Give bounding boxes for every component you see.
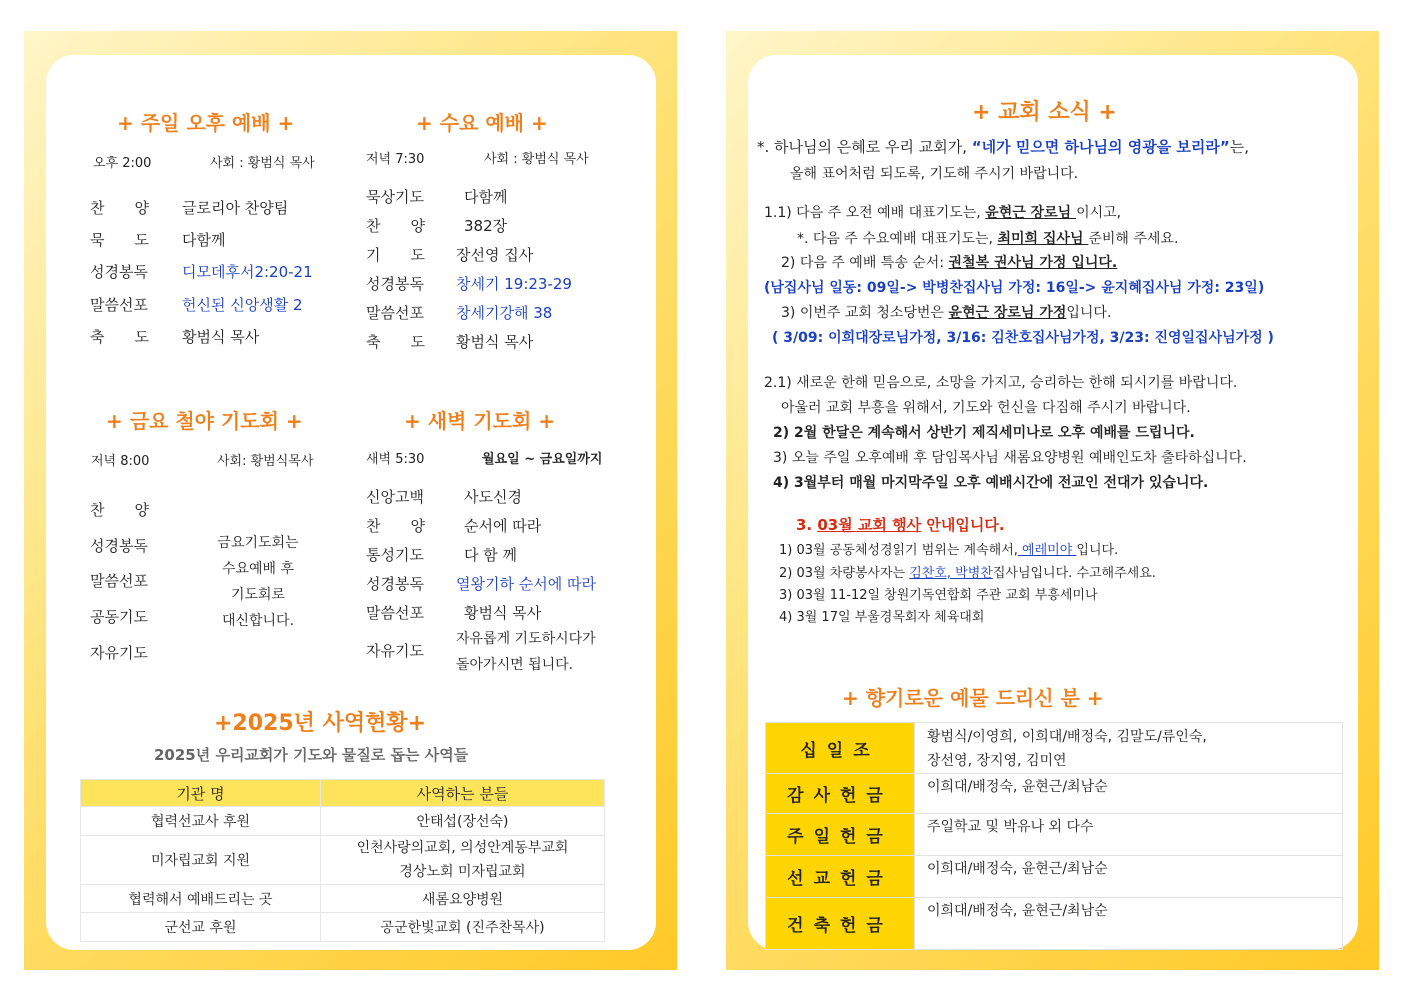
news-m2: 아울러 교회 부흥을 위해서, 기도와 헌신을 다짐해 주시기 바랍니다. bbox=[781, 400, 1191, 416]
dawn-row: 통성기도 다 함 께 bbox=[366, 546, 518, 564]
wednesday-row: 기 도 장선영 집사 bbox=[366, 246, 534, 264]
friday-label: 공동기도 bbox=[90, 608, 148, 626]
news-m1: 2.1) 새로운 한해 믿음으로, 소망을 가지고, 승리하는 한해 되시기를 바랍니다. bbox=[764, 375, 1238, 391]
table-row: 협력선교사 후원 안태섭(장선숙) bbox=[81, 807, 605, 836]
dawn-days: 월요일 ~ 금요일까지 bbox=[482, 452, 603, 467]
events-title: 3. 03월 교회 행사 안내입니다. bbox=[796, 516, 1005, 534]
ministry-subtitle: 2025년 우리교회가 기도와 물질로 돕는 사역들 bbox=[154, 746, 469, 764]
dawn-row: 찬 양 순서에 따라 bbox=[366, 517, 542, 535]
news-prayer-wed: *. 다음 주 수요예배 대표기도는, 최미희 집사님 준비해 주세요. bbox=[797, 231, 1179, 247]
sunday-pm-time: 오후 2:00 bbox=[93, 156, 152, 171]
friday-label: 찬 양 bbox=[90, 501, 149, 519]
friday-note: 금요기도회는 수요예배 후 기도회로 대신합니다. bbox=[217, 535, 299, 629]
friday-time: 저녁 8:00 bbox=[91, 454, 150, 469]
wednesday-row: 말씀선포 창세기강해 38 bbox=[366, 304, 553, 322]
news-m5: 4) 3월부터 매월 마지막주일 오후 예배시간에 전교인 전대가 있습니다. bbox=[773, 475, 1209, 491]
table-row: 감사헌금 이희대/배정숙, 윤현근/최남순 bbox=[766, 774, 1343, 814]
dawn-row: 신앙고백 사도신경 bbox=[366, 488, 522, 506]
table-row: 십일조 황범식/이영희, 이희대/배정숙, 김말도/류인숙, 장선영, 장지영, 김미연 bbox=[766, 723, 1343, 774]
wednesday-title: + 수요 예배 + bbox=[416, 111, 548, 135]
dawn-free-label: 자유기도 bbox=[366, 642, 424, 660]
friday-host: 사회: 황범식목사 bbox=[217, 454, 314, 469]
table-row: 건축헌금 이희대/배정숙, 윤현근/최남순 bbox=[766, 898, 1343, 950]
table-row: 협력해서 예배드리는 곳 새롬요양병원 bbox=[81, 885, 605, 913]
wednesday-time: 저녁 7:30 bbox=[366, 152, 425, 167]
sunday-row: 말씀선포 헌신된 신앙생활 2 bbox=[90, 296, 303, 314]
table-row: 군선교 후원 공군한빛교회 (진주찬목사) bbox=[81, 913, 605, 942]
news-special-song: 2) 다음 주 예배 특송 순서: 권철복 권사님 가정 입니다. bbox=[781, 255, 1118, 271]
wednesday-host: 사회 : 황범식 목사 bbox=[484, 152, 589, 167]
event-item: 1) 03월 공동체성경읽기 범위는 계속해서, 예레미야 입니다. bbox=[779, 543, 1119, 558]
news-intro: *. 하나님의 은혜로 우리 교회가, “네가 믿으면 하나님의 영광을 보리라”는, bbox=[757, 138, 1249, 156]
friday-title: + 금요 철야 기도회 + bbox=[106, 409, 303, 433]
news-song-schedule: (남집사님 일동: 09일-> 박병찬집사님 가정: 16일-> 윤지혜집사님 가정: 23일) bbox=[764, 280, 1265, 296]
news-cleaning-schedule: ( 3/09: 이희대장로님가정, 3/16: 김찬호집사님가정, 3/23: 진영일집사님가정 ) bbox=[772, 330, 1274, 346]
dawn-row: 성경봉독 열왕기하 순서에 따라 bbox=[366, 575, 596, 593]
news-m4: 3) 오늘 주일 오후예배 후 담임목사님 새롬요양병원 예배인도차 출타하십니다. bbox=[773, 450, 1247, 466]
table-row: 주일헌금 주일학교 및 박유나 외 다수 bbox=[766, 814, 1343, 856]
sunday-pm-host: 사회 : 황범식 목사 bbox=[210, 156, 315, 171]
dawn-row: 말씀선포 황범식 목사 bbox=[366, 604, 542, 622]
event-item: 3) 03월 11-12일 창원기독연합회 주관 교회 부흥세미나 bbox=[779, 588, 1098, 603]
table-row: 미자립교회 지원 인천사랑의교회, 의성안계동부교회 경상노회 미자립교회 bbox=[81, 836, 605, 885]
wednesday-row: 성경봉독 창세기 19:23-29 bbox=[366, 275, 572, 293]
friday-label: 성경봉독 bbox=[90, 537, 148, 555]
news-prayer-am: 1.1) 다음 주 오전 예배 대표기도는, 윤현근 장로님 이시고, bbox=[764, 205, 1122, 221]
dawn-free-value: 자유롭게 기도하시다가 돌아가시면 됩니다. bbox=[456, 631, 596, 673]
ministry-table bbox=[80, 779, 605, 942]
wednesday-row: 찬 양 382장 bbox=[366, 217, 508, 235]
news-intro-line2: 올해 표어처럼 되도록, 기도해 주시기 바랍니다. bbox=[790, 166, 1079, 182]
sunday-row: 축 도 황범식 목사 bbox=[90, 328, 260, 346]
sunday-row: 성경봉독 디모데후서2:20-21 bbox=[90, 263, 313, 281]
offerings-table bbox=[765, 722, 1343, 950]
sunday-pm-title: + 주일 오후 예배 + bbox=[117, 111, 295, 135]
event-item: 4) 3월 17일 부울경목회자 체육대회 bbox=[779, 610, 985, 625]
event-item: 2) 03월 차량봉사자는 김찬호, 박병찬집사님입니다. 수고해주세요. bbox=[779, 566, 1156, 581]
news-m3: 2) 2월 한달은 계속해서 상반기 제직세미나로 오후 예배를 드립니다. bbox=[773, 425, 1195, 441]
dawn-time: 새벽 5:30 bbox=[366, 452, 425, 467]
table-row: 선교헌금 이희대/배정숙, 윤현근/최남순 bbox=[766, 856, 1343, 898]
offerings-title: + 향기로운 예물 드리신 분 + bbox=[842, 686, 1104, 710]
friday-label: 자유기도 bbox=[90, 644, 148, 662]
sunday-row: 찬 양 글로리아 찬양팀 bbox=[90, 199, 289, 217]
wednesday-row: 축 도 황범식 목사 bbox=[366, 333, 534, 351]
wednesday-row: 묵상기도 다함께 bbox=[366, 188, 508, 206]
ministry-col-who: 사역하는 분들 bbox=[321, 780, 605, 807]
ministry-col-org: 기관 명 bbox=[81, 780, 321, 807]
dawn-title: + 새벽 기도회 + bbox=[404, 409, 556, 433]
news-cleaning: 3) 이번주 교회 청소당번은 윤현근 장로님 가정입니다. bbox=[781, 305, 1112, 321]
sunday-row: 묵 도 다함께 bbox=[90, 231, 226, 249]
news-title: + 교회 소식 + bbox=[972, 100, 1117, 125]
friday-label: 말씀선포 bbox=[90, 572, 148, 590]
ministry-title: +2025년 사역현황+ bbox=[214, 711, 427, 736]
